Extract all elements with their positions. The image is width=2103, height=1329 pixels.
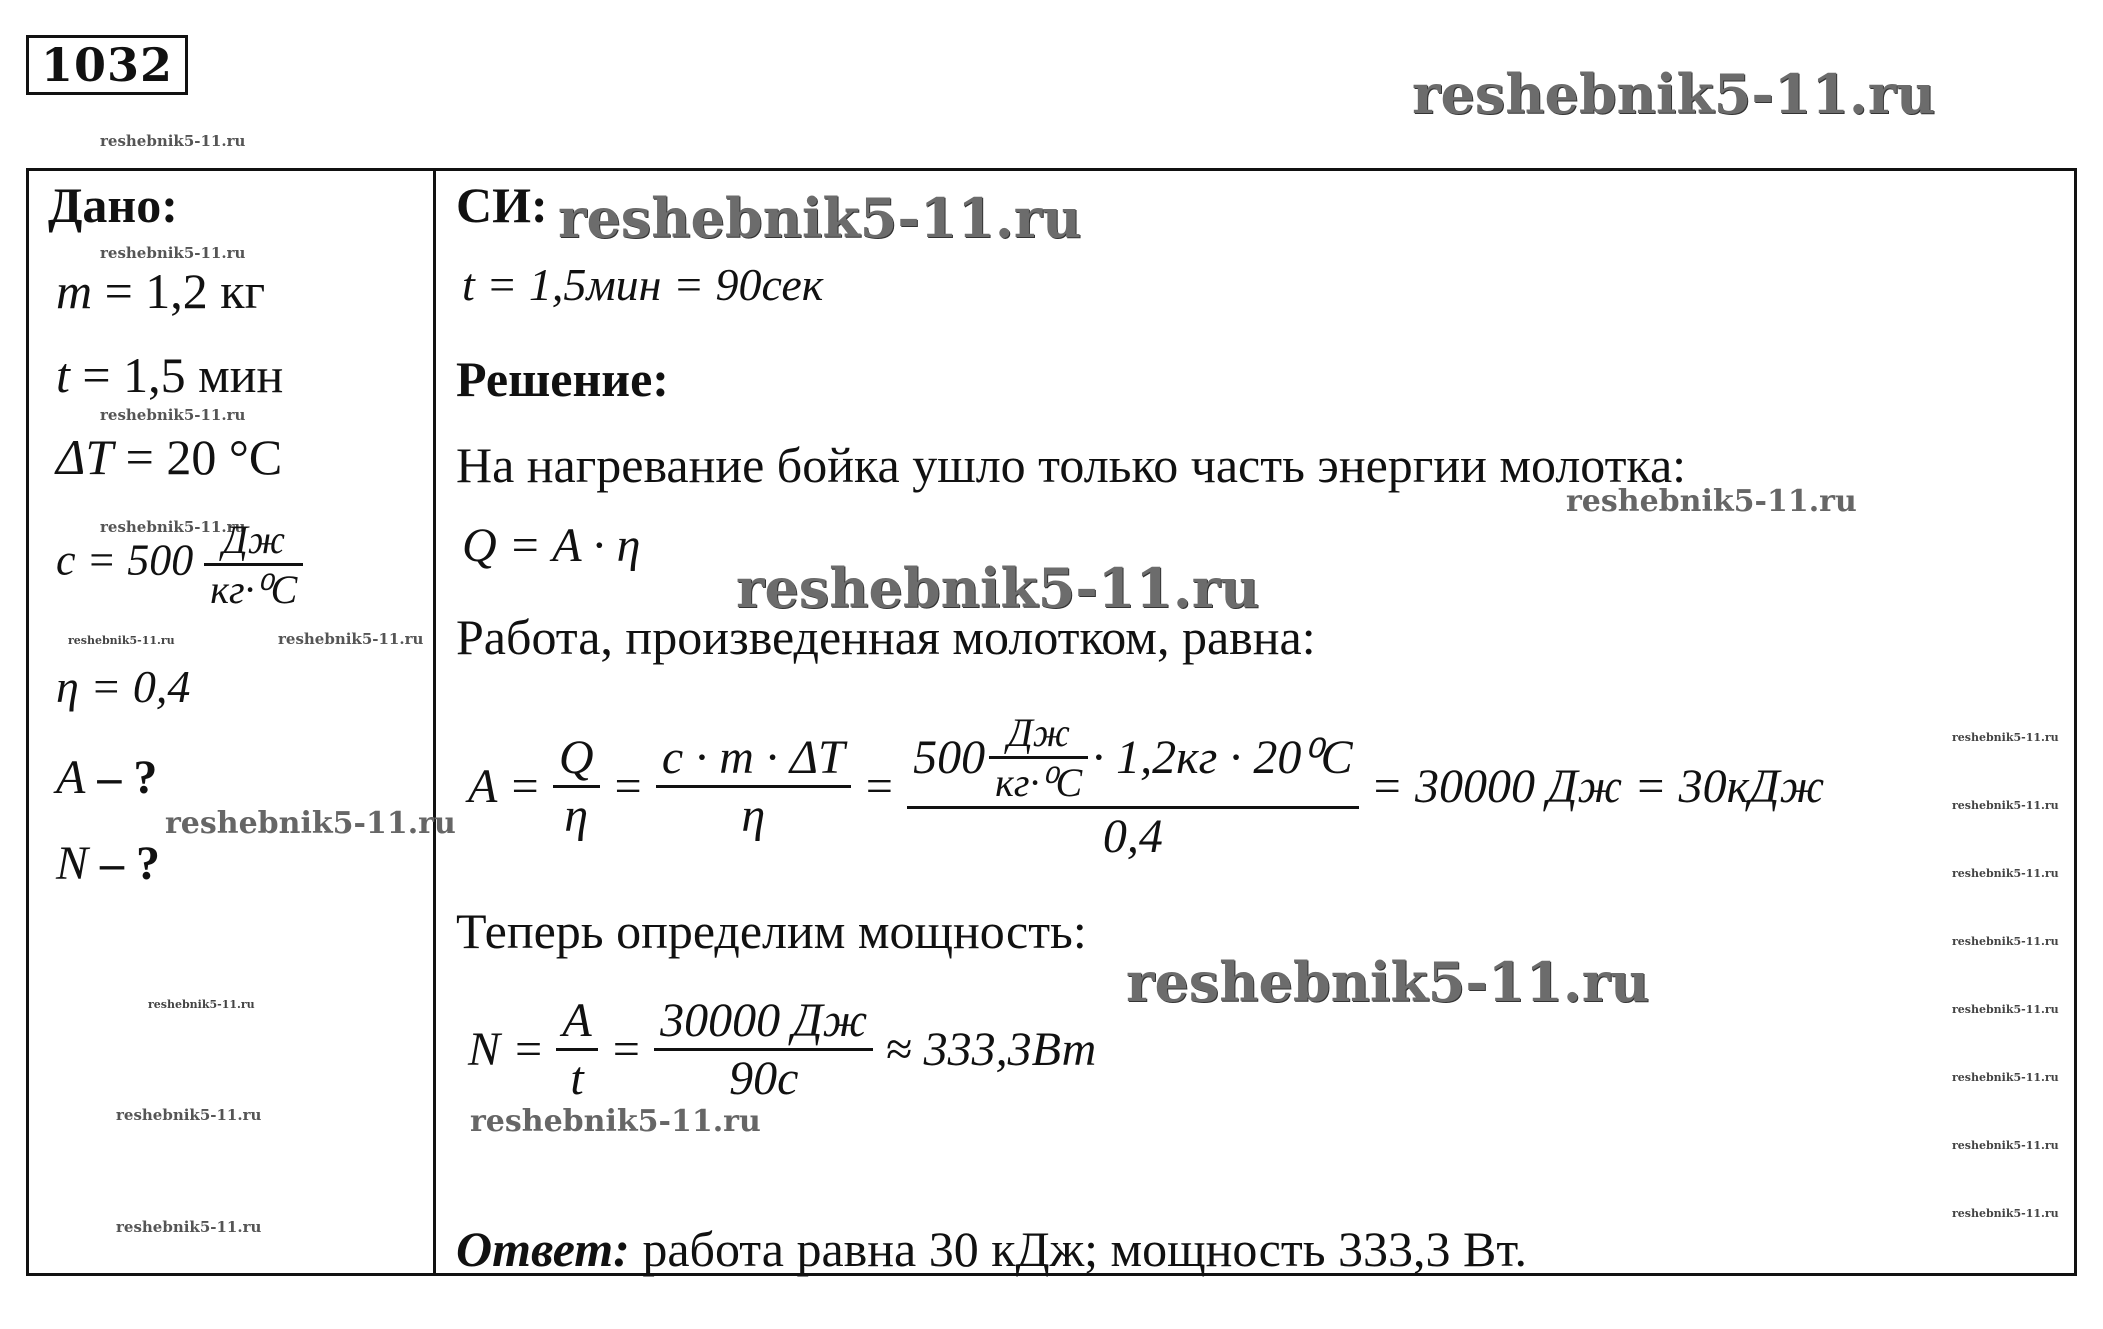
watermark: reshebnik5-11.ru (165, 806, 456, 841)
formula-heat: Q = A · η (462, 519, 641, 572)
problem-number: 1032 (26, 35, 188, 95)
solution-paragraph-2: Работа, произведенная молотком, равна: (456, 609, 1316, 665)
watermark: reshebnik5-11.ru (68, 634, 175, 647)
given-title: Дано: (48, 177, 178, 233)
watermark: reshebnik5-11.ru (736, 556, 1260, 620)
watermark: reshebnik5-11.ru (1566, 484, 1857, 519)
watermark: reshebnik5-11.ru (1952, 1139, 2059, 1152)
watermark: reshebnik5-11.ru (116, 1106, 262, 1124)
watermark: reshebnik5-11.ru (1952, 799, 2059, 812)
formula-power: N = $\frac{A}{t}$ = $\frac{30000 Дж}{90с}$ ≈ 333,3Вт (468, 993, 1097, 1105)
watermark: reshebnik5-11.ru (1952, 1003, 2059, 1016)
given-temperature-change: ΔT = 20 °С (56, 429, 283, 485)
unknown-work: A – ? (56, 751, 158, 804)
given-mass: m = 1,2 кг (56, 263, 266, 319)
formula-work: A = $\frac{Q}{\eta}$ = $\frac{c \cdot m \cdot \Delta T}{\eta}$ = 500 $\frac{Дж}{\text{кг·⁰C}}$ · 1,2кг · 20⁰C 0,4 = 30000 Дж = 30кДж (468, 709, 1825, 863)
watermark: reshebnik5-11.ru (116, 1218, 262, 1236)
watermark: reshebnik5-11.ru (1412, 62, 1936, 126)
watermark: reshebnik5-11.ru (100, 244, 246, 262)
watermark: reshebnik5-11.ru (148, 998, 255, 1011)
given-efficiency: η = 0,4 (56, 661, 191, 712)
answer: Ответ: работа равна 30 кДж; мощность 333,3 Вт. (456, 1221, 1527, 1277)
watermark: reshebnik5-11.ru (470, 1104, 761, 1139)
si-conversion: t = 1,5мин = 90сек (462, 259, 824, 310)
column-divider (433, 168, 436, 1276)
given-specific-heat: c = 500 $\frac{Дж}{\text{кг·⁰C}}$ (56, 516, 303, 613)
watermark: reshebnik5-11.ru (100, 406, 246, 424)
watermark: reshebnik5-11.ru (1952, 867, 2059, 880)
watermark: reshebnik5-11.ru (1952, 1071, 2059, 1084)
solution-paragraph-3: Теперь определим мощность: (456, 903, 1087, 959)
solution-paragraph-1: На нагревание бойка ушло только часть энергии молотка: (456, 437, 1687, 493)
watermark: reshebnik5-11.ru (1126, 950, 1650, 1014)
solution-title: Решение: (456, 351, 669, 407)
watermark: reshebnik5-11.ru (558, 186, 1082, 250)
si-title: СИ: (456, 177, 548, 233)
watermark: reshebnik5-11.ru (1952, 1207, 2059, 1220)
watermark: reshebnik5-11.ru (100, 518, 246, 536)
watermark: reshebnik5-11.ru (278, 630, 424, 648)
unknown-power: N – ? (56, 837, 161, 890)
given-time: t = 1,5 мин (56, 347, 284, 403)
watermark: reshebnik5-11.ru (100, 132, 246, 150)
watermark: reshebnik5-11.ru (1952, 935, 2059, 948)
watermark: reshebnik5-11.ru (1952, 731, 2059, 744)
